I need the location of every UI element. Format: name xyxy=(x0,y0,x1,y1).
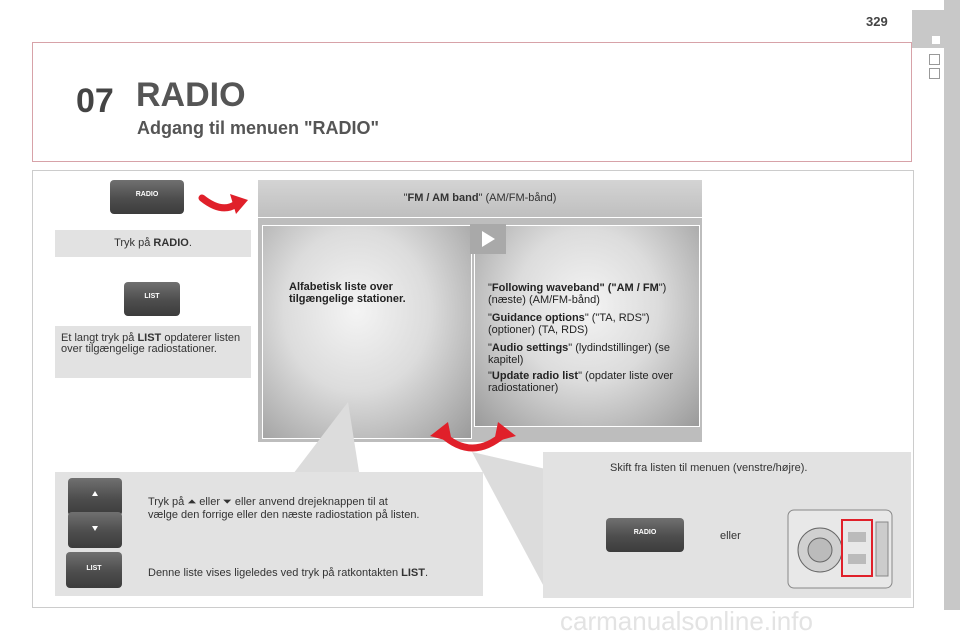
down-button-image xyxy=(68,512,122,548)
screen-title-suffix: " (AM/FM-bånd) xyxy=(478,192,557,204)
arrow-right-icon xyxy=(198,184,250,218)
option-audio-settings xyxy=(488,342,688,366)
note-bold: LIST xyxy=(401,567,425,579)
list-steering-button-image xyxy=(66,552,122,588)
chapter-subtitle: Adgang til menuen "RADIO" xyxy=(137,118,380,138)
option-following-waveband xyxy=(488,282,688,306)
radio-button-image-2 xyxy=(606,518,684,552)
option-bold: Audio settings xyxy=(491,342,569,354)
list-suffix: opdaterer listen over tilgængelige radiostationer. xyxy=(61,332,241,355)
instruction-text: vælge den forrige eller den næste radiostation på listen. xyxy=(148,509,420,521)
side-strip xyxy=(944,0,960,610)
press-bold: RADIO xyxy=(153,237,189,249)
or-label: eller xyxy=(720,530,741,542)
long-press-list-box xyxy=(55,326,251,378)
square-icon xyxy=(929,54,940,65)
station-list-text: Alfabetisk liste over tilgængelige stationer. xyxy=(289,281,406,305)
list-button-label: LIST xyxy=(144,293,160,300)
switch-instruction: Skift fra listen til menuen (venstre/højre). xyxy=(610,462,808,474)
instruction-text: eller xyxy=(196,496,224,508)
option-guidance xyxy=(488,312,688,336)
list-text: Et langt tryk på xyxy=(61,332,138,344)
square-icon xyxy=(929,68,940,79)
screen-title-bar xyxy=(258,180,702,217)
option-rest: " ("TA, RDS") (optioner) (TA, RDS) xyxy=(488,312,650,336)
option-rest: " (lydindstillinger) (se kapitel) xyxy=(488,342,671,366)
chapter-number: 07 xyxy=(76,82,114,120)
screen-title-bold: FM / AM band xyxy=(407,192,479,204)
note-text: Denne liste vises ligeledes ved tryk på ratkontakten xyxy=(148,567,402,579)
option-bold: Guidance options xyxy=(491,312,585,324)
chapter-title: RADIO xyxy=(136,76,246,114)
caret-up-icon: ⏶ xyxy=(187,496,197,508)
watermark: carmanualsonline.info xyxy=(560,606,813,636)
press-text: Tryk på xyxy=(114,237,154,249)
arrow-down-icon xyxy=(68,512,122,548)
instruction-text: eller anvend drejeknappen til at xyxy=(231,496,388,508)
note-suffix: . xyxy=(424,567,429,579)
option-quote: " xyxy=(488,282,492,294)
steering-list-note xyxy=(148,567,478,579)
radio-button-label: RADIO xyxy=(633,529,657,536)
arrow-up-icon xyxy=(68,478,122,516)
option-bold: Update radio list xyxy=(491,370,579,382)
option-rest: " (opdater liste over radiostationer) xyxy=(488,370,674,394)
instruction-text: Tryk på xyxy=(148,496,188,508)
list-button-label: LIST xyxy=(86,565,102,572)
radio-button-image xyxy=(110,180,184,214)
list-button-image xyxy=(124,282,180,316)
option-quote: " xyxy=(488,370,492,382)
option-rest: ") (næste) (AM/FM-bånd) xyxy=(488,282,667,306)
page-corner-tab xyxy=(912,10,944,48)
screen-title-open: " xyxy=(403,192,408,204)
play-icon xyxy=(470,224,506,254)
control-panel-image xyxy=(786,508,894,590)
option-quote: " xyxy=(488,312,492,324)
up-button-image xyxy=(68,478,122,516)
press-radio-box xyxy=(55,230,251,257)
caret-down-icon: ⏷ xyxy=(223,496,232,508)
option-update-radio-list xyxy=(488,370,688,394)
navigation-instruction xyxy=(148,496,478,522)
list-bold: LIST xyxy=(137,332,162,344)
radio-button-label: RADIO xyxy=(135,191,159,198)
option-quote: " xyxy=(488,342,492,354)
page-number: 329 xyxy=(866,14,888,29)
callout-pointer-left xyxy=(290,400,360,480)
press-suffix: . xyxy=(188,237,192,249)
option-bold: Following waveband" ("AM / FM xyxy=(491,282,659,294)
